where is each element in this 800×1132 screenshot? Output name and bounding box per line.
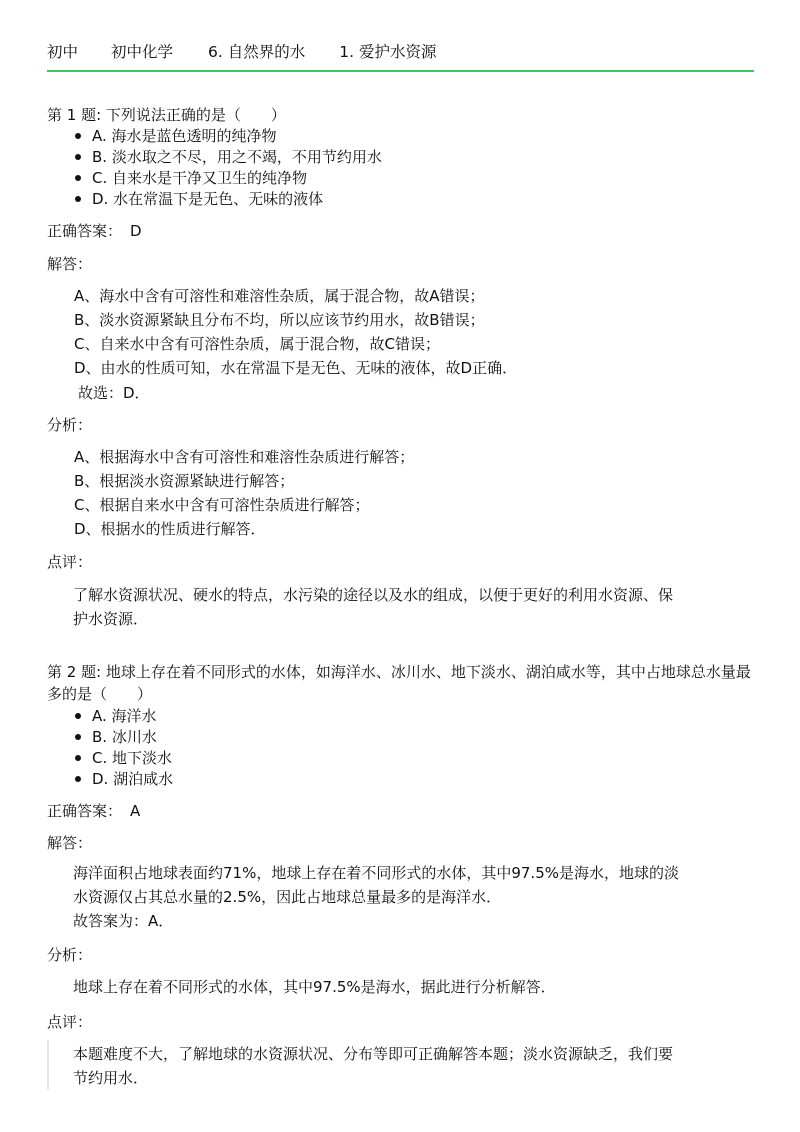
solution-line: 海洋面积占地球表面约71%，地球上存在着不同形式的水体，其中97.5%是海水，地球的淡 (73, 864, 679, 882)
option-text: C. 地下淡水 (92, 749, 173, 767)
breadcrumb-chapter[interactable]: 6. 自然界的水 (208, 43, 306, 61)
bullet-icon (75, 175, 81, 181)
breadcrumb-section[interactable]: 1. 爱护水资源 (339, 43, 437, 61)
comment-border (47, 1040, 49, 1090)
option-text: D. 湖泊咸水 (92, 770, 174, 788)
solution-line: A、海水中含有可溶性和难溶性杂质，属于混合物，故A错误； (74, 287, 485, 305)
solution-line: 故答案为：A． (73, 912, 174, 930)
bullet-icon (75, 776, 81, 782)
question-1-option-d (75, 188, 323, 209)
option-text: B. 淡水取之不尽，用之不竭，不用节约用水 (92, 148, 382, 166)
analysis-line: D、根据水的性质进行解答． (74, 520, 266, 538)
bullet-icon (75, 755, 81, 761)
breadcrumb (47, 40, 436, 62)
comment-line: 了解水资源状况、硬水的特点，水污染的途径以及水的组成，以便于更好的利用水资源、保 (73, 586, 674, 604)
comment-line: 节约用水． (73, 1069, 149, 1087)
breadcrumb-subject[interactable]: 初中化学 (111, 43, 174, 61)
question-2-option-c (75, 747, 172, 768)
question-2-title: 第 2 题: 地球上存在着不同形式的水体，如海洋水、冰川水、地下淡水、湖泊咸水等，其中占地球总水量最多的是（ ） (47, 663, 751, 703)
comment-line: 护水资源． (73, 610, 149, 628)
analysis-line: 地球上存在着不同形式的水体，其中97.5%是海水，据此进行分析解答． (73, 978, 556, 996)
question-2-analysis-label: 分析： (47, 946, 93, 964)
question-2-answer (47, 800, 140, 821)
bullet-icon (75, 154, 81, 160)
comment-line: 本题难度不大，了解地球的水资源状况、分布等即可正确解答本题；淡水资源缺乏，我们要 (73, 1045, 674, 1063)
answer-value: A (130, 802, 141, 820)
bullet-icon (75, 713, 81, 719)
option-text: A. 海洋水 (92, 707, 157, 725)
bullet-icon (75, 734, 81, 740)
question-1-answer (47, 220, 142, 241)
bullet-icon (75, 133, 81, 139)
option-text: C. 自来水是干净又卫生的纯净物 (92, 169, 308, 187)
option-text: D. 水在常温下是无色、无味的液体 (92, 190, 324, 208)
solution-line: 故选：D． (78, 384, 150, 402)
question-2-comment-label: 点评： (47, 1013, 93, 1031)
option-text: B. 冰川水 (92, 728, 157, 746)
question-1-comment-label: 点评： (47, 553, 93, 571)
question-2-option-a (75, 705, 157, 726)
solution-line: C、自来水中含有可溶性杂质，属于混合物，故C错误； (74, 335, 440, 353)
answer-label: 正确答案： (47, 802, 123, 820)
question-1-analysis-label: 分析： (47, 416, 93, 434)
solution-line: B、淡水资源紧缺且分布不均，所以应该节约用水，故B错误； (74, 311, 485, 329)
answer-value: D (130, 222, 142, 240)
breadcrumb-level[interactable]: 初中 (47, 43, 79, 61)
question-2-option-d (75, 768, 173, 789)
question-2-option-b (75, 726, 157, 747)
question-2-solution-label: 解答： (47, 834, 93, 852)
answer-label: 正确答案： (47, 222, 123, 240)
analysis-line: A、根据海水中含有可溶性和难溶性杂质进行解答； (74, 448, 415, 466)
question-1-option-a (75, 125, 277, 146)
analysis-line: B、根据淡水资源紧缺进行解答； (74, 472, 295, 490)
question-1-title: 第 1 题: 下列说法正确的是（ ） (47, 106, 286, 124)
option-text: A. 海水是蓝色透明的纯净物 (92, 127, 277, 145)
question-1-option-b (75, 146, 382, 167)
solution-line: D、由水的性质可知，水在常温下是无色、无味的液体，故D正确． (74, 359, 518, 377)
header-divider (47, 70, 754, 72)
question-1-solution-label: 解答： (47, 255, 93, 273)
solution-line: 水资源仅占其总水量的2.5%，因此占地球总量最多的是海洋水． (73, 888, 502, 906)
question-1-option-c (75, 167, 307, 188)
analysis-line: C、根据自来水中含有可溶性杂质进行解答； (74, 496, 370, 514)
bullet-icon (75, 196, 81, 202)
